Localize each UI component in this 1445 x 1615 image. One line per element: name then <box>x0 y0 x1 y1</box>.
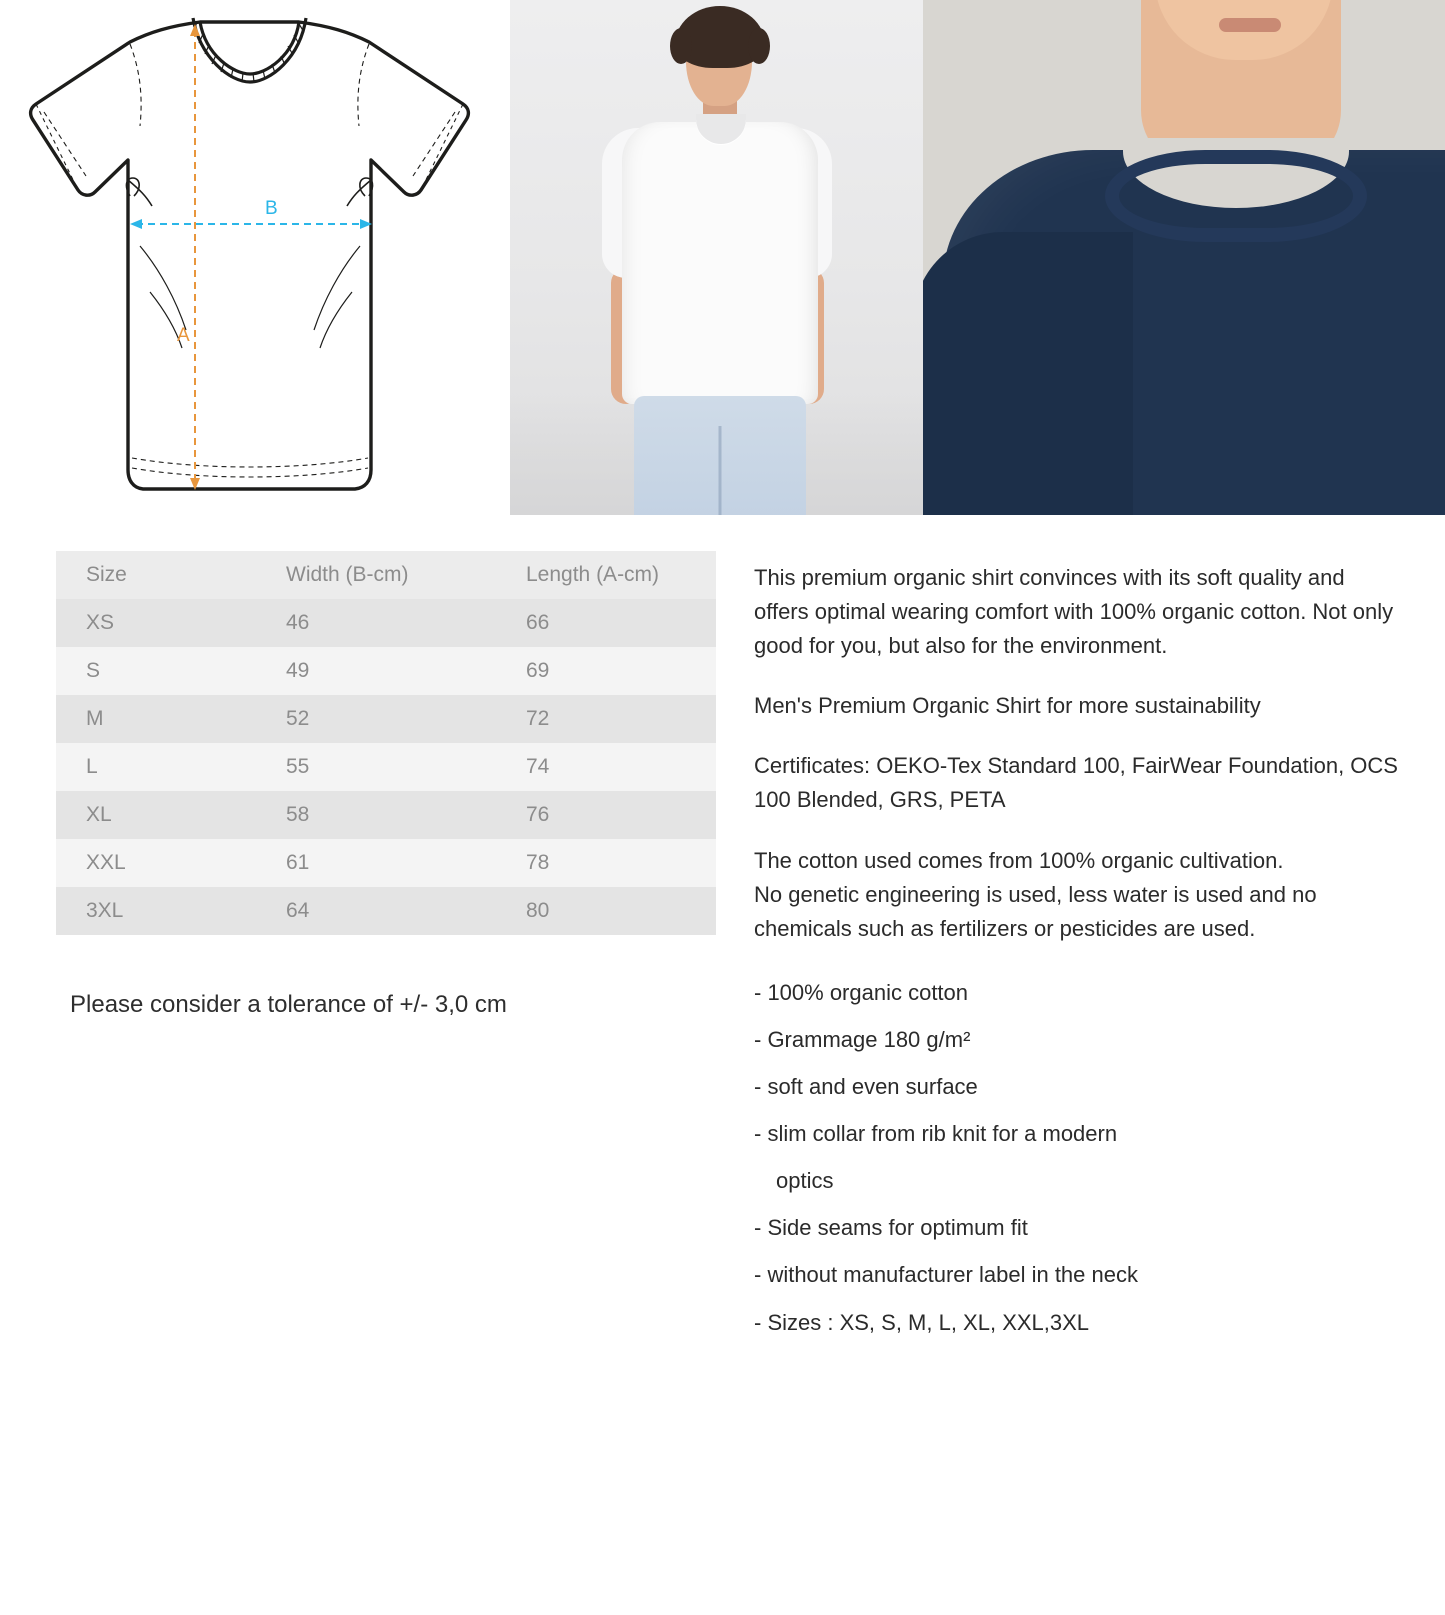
description-certificates: Certificates: OEKO-Tex Standard 100, FairWear Foundation, OCS 100 Blended, GRS, PETA <box>754 753 1398 813</box>
list-item: - slim collar from rib knit for a modern <box>754 1121 1118 1147</box>
table-row <box>56 839 716 887</box>
column-header-size: Size <box>86 563 127 586</box>
cell-length: 78 <box>526 851 550 874</box>
model-photo <box>510 0 923 515</box>
list-item: - 100% organic cotton <box>754 979 969 1005</box>
cell-width: 46 <box>286 611 310 634</box>
column-header-length: Length (A-cm) <box>526 563 660 586</box>
column-header-width: Width (B-cm) <box>286 563 409 586</box>
description-tagline: Men's Premium Organic Shirt for more sustainability <box>754 693 1261 719</box>
model-white-shirt <box>622 122 818 404</box>
detail-shoulder <box>923 232 1133 515</box>
list-item: - soft and even surface <box>754 1074 978 1100</box>
size-table <box>56 551 716 935</box>
cell-size: XL <box>86 803 112 826</box>
list-item: - Sizes : XS, S, M, L, XL, XXL,3XL <box>754 1309 1090 1335</box>
list-item: - Grammage 180 g/m² <box>754 1026 971 1052</box>
product-image-strip <box>0 0 1445 515</box>
svg-text:B: B <box>265 198 278 219</box>
table-header-row <box>56 551 716 599</box>
cell-length: 76 <box>526 803 550 826</box>
model-jeans <box>634 396 806 515</box>
technical-drawing-panel <box>0 0 510 515</box>
list-item: - without manufacturer label in the neck <box>754 1262 1138 1288</box>
cell-length: 66 <box>526 611 550 634</box>
cell-width: 55 <box>286 755 310 778</box>
cell-size: XXL <box>86 851 126 874</box>
tolerance-note: Please consider a tolerance of +/- 3,0 cm <box>70 991 507 1018</box>
cell-size: 3XL <box>86 899 124 922</box>
cell-size: M <box>86 707 104 730</box>
product-info-section <box>0 515 1445 1353</box>
table-row <box>56 791 716 839</box>
size-table-head <box>56 551 716 599</box>
detail-lips <box>1219 18 1281 32</box>
table-row <box>56 695 716 743</box>
size-table-body <box>56 599 716 935</box>
svg-text:A: A <box>177 325 190 346</box>
list-item: - Side seams for optimum fit <box>754 1215 1028 1241</box>
cell-width: 58 <box>286 803 310 826</box>
table-row <box>56 887 716 935</box>
cell-width: 49 <box>286 659 310 682</box>
table-row <box>56 599 716 647</box>
cell-size: XS <box>86 611 115 634</box>
cell-width: 61 <box>286 851 310 874</box>
cell-length: 74 <box>526 755 550 778</box>
cell-width: 64 <box>286 899 310 922</box>
cell-size: L <box>86 755 98 778</box>
cell-size: S <box>86 659 101 682</box>
cell-width: 52 <box>286 707 310 730</box>
size-chart-column <box>42 551 742 1353</box>
cell-length: 80 <box>526 899 550 922</box>
cell-length: 72 <box>526 707 550 730</box>
description-column <box>742 551 1402 1353</box>
table-row <box>56 647 716 695</box>
description-cotton-details: No genetic engineering is used, less water is used and no chemicals such as fertilizers or pesticides are used. <box>754 881 1317 941</box>
cell-length: 69 <box>526 659 550 682</box>
table-row <box>56 743 716 791</box>
detail-rib-collar <box>1105 150 1367 242</box>
product-description <box>754 561 1402 1340</box>
tshirt-technical-drawing-icon <box>0 0 510 515</box>
detail-photo <box>923 0 1445 515</box>
feature-list <box>754 976 1402 1340</box>
list-item-continuation: optics <box>776 1168 834 1194</box>
description-intro: This premium organic shirt convinces with its soft quality and offers optimal wearing comfort with 100% organic cotton. Not only good for you, but also for the environment. <box>754 565 1394 659</box>
description-cotton-origin: The cotton used comes from 100% organic cultivation. <box>754 847 1284 873</box>
